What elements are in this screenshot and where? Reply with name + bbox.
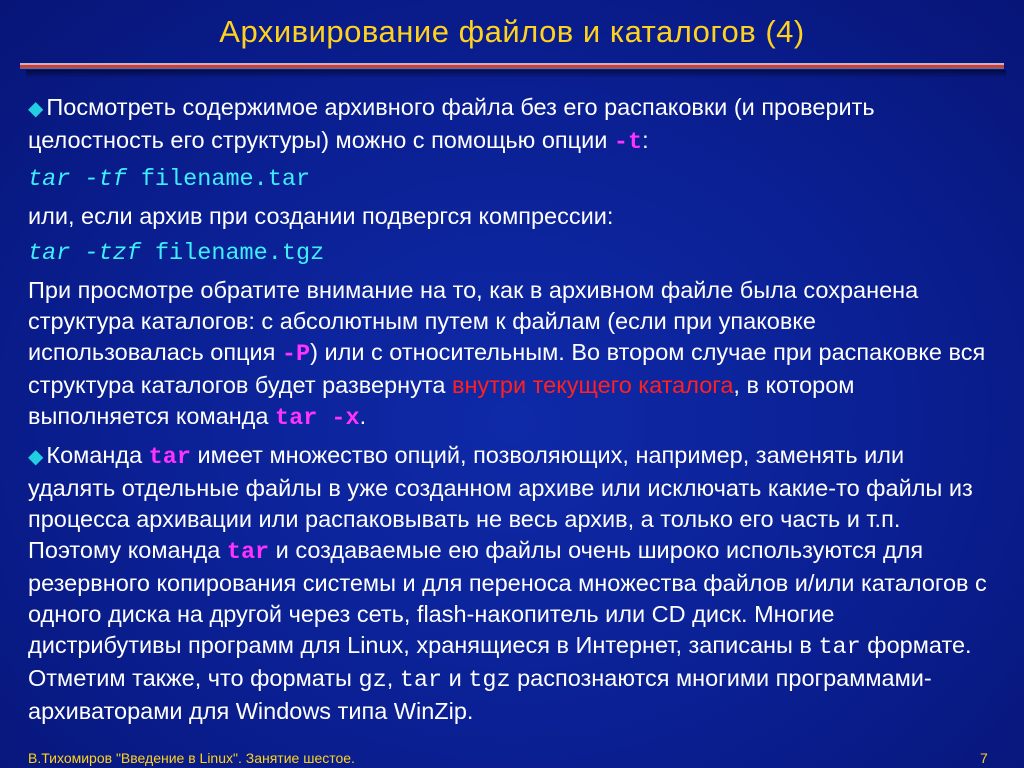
bullet2-text-c: и создаваемые ею файлы очень широко используются для резервного копирования системы и для переноса множества файлов и/или каталогов с одного диска на другой через сеть, flash-накопитель или CD диск. Многие дистрибутивы программ для Linux, хранящиеся в Интернет, записаны в <box>28 537 987 658</box>
bullet2-text-d: формате. Отметим также, что форматы <box>28 632 972 691</box>
highlight-current-directory: внутри текущего каталога <box>451 372 734 398</box>
command-keyword: tar -tf <box>28 166 127 193</box>
format-tar: tar <box>818 634 861 661</box>
command-tar: tar <box>226 539 270 566</box>
command-argument: filename.tar <box>140 166 311 193</box>
bullet-item-tar-options <box>28 440 994 727</box>
format-tgz: tgz <box>468 667 511 694</box>
command-example-tar <box>28 164 994 195</box>
page-number: 7 <box>980 750 988 766</box>
para-text-d: . <box>359 403 367 429</box>
title-divider <box>20 63 1004 69</box>
bullet2-text-b: имеет множество опций, позволяющих, например, заменять или удалять отдельные файлы в уже созданном архиве или исключать какие-то файлы из процесса архивации или распаковывать не весь архив, а только его часть и т.п. Поэтому команда <box>28 442 973 563</box>
paragraph-directory-structure <box>28 275 994 434</box>
title-divider-shadow <box>26 70 1006 78</box>
slide-title: Архивирование файлов и каталогов (4) <box>219 14 805 49</box>
text-compression-note: или, если архив при создании подвергся компрессии: <box>28 203 614 229</box>
bullet1-text-b: : <box>642 127 649 153</box>
command-tar-x: tar -x <box>275 405 360 432</box>
format-tar: tar <box>399 667 443 694</box>
para-text-c: , в котором выполняется команда <box>28 372 855 429</box>
slide-content <box>28 92 994 727</box>
command-argument: filename.tgz <box>154 240 325 267</box>
bullet-item-view-archive <box>28 92 994 158</box>
option-t: -t <box>613 129 643 156</box>
bullet2-text-a: Команда <box>46 442 149 468</box>
bullet2-text-g: распознаются многими программами-архиваторами для Windows типа WinZip. <box>28 665 932 724</box>
footer-course-title: В.Тихомиров "Введение в Linux". Занятие шестое. <box>28 750 355 766</box>
para-text-a: При просмотре обратите внимание на то, как в архивном файле была сохранена структура каталогов: с абсолютным путем к файлам (если при упаковке использовалась опция <box>28 277 919 365</box>
diamond-bullet-icon: ◆ <box>28 98 44 120</box>
command-tar: tar <box>148 444 191 471</box>
bullet1-text-a: Посмотреть содержимое архивного файла без его распаковки (и проверить целостность его структуры) можно с помощью опции <box>28 94 875 153</box>
bullet2-text-e: , <box>386 665 400 691</box>
command-example-tgz <box>28 238 994 269</box>
format-gz: gz <box>358 667 387 694</box>
bullet2-text-f: и <box>442 665 469 691</box>
diamond-bullet-icon: ◆ <box>28 446 44 468</box>
para-text-b: ) или с относительным. Во втором случае при распаковке вся структура каталогов будет развернута <box>28 339 986 398</box>
option-p: -P <box>281 341 311 368</box>
command-keyword: tar -tzf <box>28 240 141 267</box>
